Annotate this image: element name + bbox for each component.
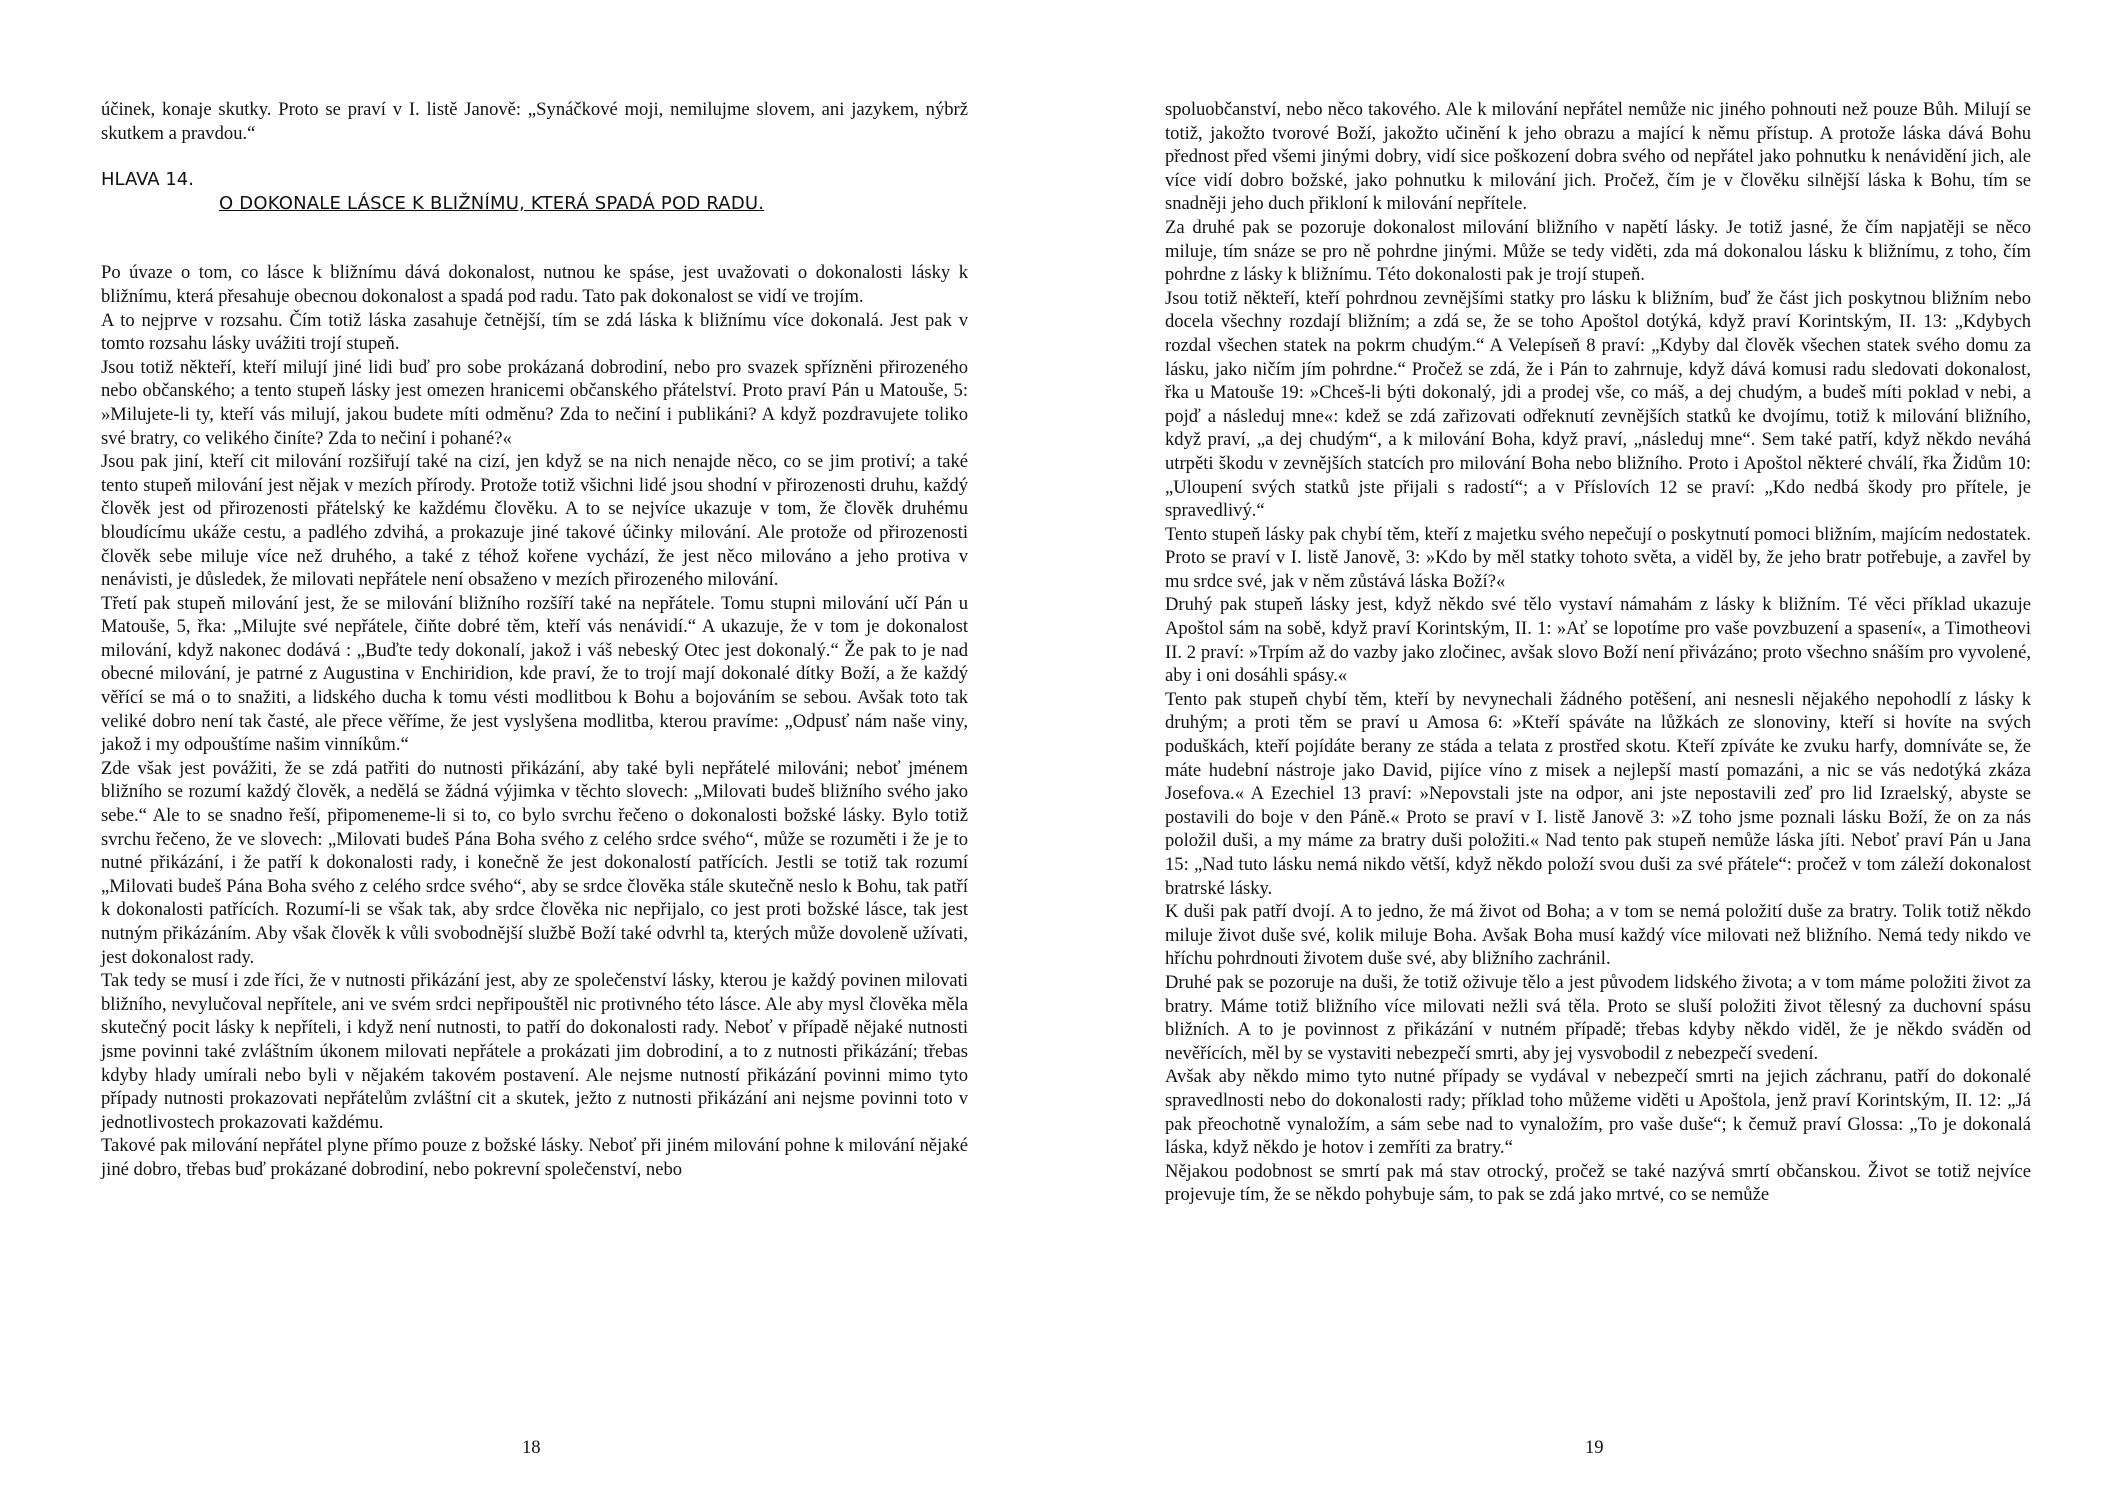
paragraph: Zde však jest povážiti, že se zdá patřiti do nutnosti přikázání, aby také byli nepřátelé milováni; neboť jménem bližního se rozumí každý člověk, a nedělá se žádná výjimka v těchto slovech: „Milovati budeš bližního svého jako sebe.“ Ale to se snadno řeší, připomeneme-li si to, co bylo svrchu řečeno o dokonalosti božské lásky. Bylo totiž svrchu řečeno, že ve slovech: „Milovati budeš Pána Boha svého z celého srdce svého“, může se rozuměti i že je to nutné přikázání, i že patří k dokonalosti rady, i konečně že jest dokonalostí patřících. Jestli se totiž tak rozumí „Milovati budeš Pána Boha svého z celého srdce svého“, aby se srdce člověka stále skutečně neslo k Bohu, tak patří k dokonalosti patřících. Rozumí-li se však tak, aby srdce člověka nic nepřijalo, co jest proti božské lásce, tak jest nutným přikázáním. Aby však člověk k vůli svobodnější službě Boží také odvrhl ta, kterých může dovoleně užívati, jest dokonalost rady. (101, 757, 968, 968)
right-page (1165, 98, 2031, 1207)
paragraph: Takové pak milování nepřátel plyne přímo pouze z božské lásky. Neboť při jiném milování pohne k milování nějaké jiné dobro, třebas buď prokázané dobrodiní, nebo pokrevní společenství, nebo (101, 1135, 968, 1180)
paragraph: Jsou totiž někteří, kteří pohrdnou zevnějšími statky pro lásku k bližním, buď že část jich poskytnou bližním nebo docela všechny rozdají bližním; a zdá se, že se toho Apoštol dotýká, když praví Korintským, II. 13: „Kdybych rozdal všechen statek na pokrm chudým.“ A Velepíseň 8 praví: „Kdyby dal člověk všechen statek svého domu za lásku, jako ničím jím pohrdne.“ Pročež se zdá, že i Pán to zahrnuje, když dává komusi radu sledovati dokonalost, řka u Matouše 19: »Chceš-li býti dokonalý, jdi a prodej vše, co máš, a dej chudým, a budeš míti poklad v nebi, a pojď a následuj mne«: kdež se zdá zařizovati odřeknutí zevnějších statků ke dvojímu, totiž k milování bližního, když praví, „a dej chudým“, a k milování Boha, když praví, „následuj mne“. Sem také patří, když někdo neváhá utrpěti škodu v zevnějších statcích pro milování Boha nebo bližního. Proto i Apoštol některé chválí, řka Židům 10: „Uloupení svých statků jste přijali s radostí“; a v Příslovích 12 se praví: „Kdo nedbá škody pro přítele, je spravedlivý.“ (1165, 287, 2031, 522)
chapter-title: O DOKONALE LÁSCE K BLIŽNÍMU, KTERÁ SPADÁ POD RADU. (219, 192, 765, 214)
paragraph: A to nejprve v rozsahu. Čím totiž láska zasahuje četnější, tím se zdá láska k bližnímu více dokonalá. Jest pak v tomto rozsahu lásky uvážiti trojí stupeň. (101, 309, 968, 355)
paragraph: Jsou totiž někteří, kteří milují jiné lidi buď pro sobe prokázaná dobrodiní, nebo pro svazek spřízněnі přirozeného nebo občanského; a tento stupeň lásky jest omezen hranicemi občanského přátelství. Proto praví Pán u Matouše, 5: »Milujete-li ty, kteří vás milují, jakou budete míti odměnu? Zda to nečiní i publikáni? A když pozdravujete toliko své bratry, co velikého činíte? Zda to nečiní i pohané?« (101, 356, 968, 449)
paragraph: Jsou pak jiní, kteří cit milování rozšiřují také na cizí, jen když se na nich nenajde něco, co se jim protiví; a také tento stupeň milování jest nějak v mezích přírody. Protože totiž všichni lidé jsou shodní v přirozenosti druhu, každý člověk jest od přirozenosti přátelský ke každému člověku. A to se nejvíce ukazuje v tom, že člověk druhému bloudícímu ukáže cestu, a padlého zdvihá, a prokazuje jiné takové účinky milování. Ale protože od přirozenosti člověk sebe miluje více než druhého, a také z téhož kořene vychází, že jest něco milováno a jeho protiva v nenávisti, je důsledek, že milovati nepřátele není obsaženo v mezích přirozeného milování. (101, 451, 968, 591)
paragraph: Avšak aby někdo mimo tyto nutné případy se vydával v nebezpečí smrti na jejich záchranu, patří do dokonalé spravedlnosti nebo do dokonalosti rady; příklad toho můžeme viděti u Apoštola, jenž praví Korintským, II. 12: „Já pak přeochotně vynaložím, a sám sebe nad to vynaložím, pro vaše duše“; k čemuž praví Glossa: „To je dokonalá láska, když někdo je hotov i zemříti za bratry.“ (1165, 1066, 2031, 1159)
paragraph: Nějakou podobnost se smrtí pak má stav otrocký, pročež se také nazývá smrtí občanskou. Život se totiž nejvíce projevuje tím, že se někdo pohybuje sám, to pak se zdá jako mrtvé, co se nemůže (1165, 1160, 2031, 1206)
paragraph: K duši pak patří dvojí. A to jedno, že má život od Boha; a v tom se nemá položití duše za bratry. Tolik totiž někdo miluje život duše své, kolik miluje Boha. Avšak Boha musí každý více milovati než bližního. Nemá tedy nikdo ve hříchu pohrdnouti životem duše své, aby bližního zachránil. (1165, 901, 2031, 970)
paragraph: Druhé pak se pozoruje na duši, že totiž oživuje tělo a jest původem lidského života; a v tom máme položiti život za bratry. Máme totiž bližního více milovati nežli svá těla. Proto se sluší položiti život tělesný za duchovní spásu bližních. A to je povinnost z přikázání v nutném případě; třebas kdyby někdo viděl, že je někdo sváděn od nevěřících, měl by se vystaviti nebezpečí smrti, aby jej vysvobodil z nebezpečí svedení. (1165, 971, 2031, 1064)
page-number-right: 19 (1585, 1437, 1604, 1458)
paragraph: Za druhé pak se pozoruje dokonalost milování bližního v napětí lásky. Je totiž jasné, že čím napjatěji se něco miluje, tím snáze se pro ně pohrdne jinými. Může se tedy viděti, zda má dokonalou lásku k bližnímu, z toho, čím pohrdne z lásky k bližnímu. Této dokonalosti pak je trojí stupeň. (1165, 216, 2031, 286)
paragraph: Tento stupeň lásky pak chybí těm, kteří z majetku svého nepečují o poskytnutí pomoci bližním, majícím nedostatek. Proto se praví v I. listě Janově, 3: »Kdo by měl statky tohoto světa, a viděl by, že jeho bratr potřebuje, a zavřel by mu srdce své, jak v něm zůstává láska Boží?« (1165, 523, 2031, 592)
page-number-left: 18 (522, 1437, 541, 1458)
spacer (101, 215, 968, 261)
paragraph: Tento pak stupeň chybí těm, kteří by nevynechali žádného potěšení, ani nesnesli nějakého nepohodlí z lásky k druhým; a proti těm se praví u Amosa 6: »Kteří spáváte na lůžkách ze slonoviny, kteří si hovíte na svých poduškách, kteří pojídáte berany ze stáda a telata z prostřed skotu. Kteří zpíváte ke zvuku harfy, domníváte se, že máte hudební nástroje jako David, pijíce víno z misek a nejlepší mastí pomazáni, a nic se vás nedotýká zkáza Josefova.« A Ezechiel 13 praví: »Nepovstali jste na odpor, ani jste nepostavili zeď pro lid Izraelský, abyste se postavili do boje v den Páně.« Proto se praví v I. listě Janově 3: »Z toho jsme poznali lásku Boží, že on za nás položil duši, a my máme za bratry duši položiti.« Nad tento pak stupeň nemůže láska jíti. Neboť praví Pán u Jana 15: „Nad tuto lásku nemá nikdo větší, když někdo položí svou duši za své přátele“: pročež v tom záleží dokonalost bratrské lásky. (1165, 688, 2031, 899)
left-page (101, 98, 968, 1182)
intro-paragraph: účinek, konaje skutky. Proto se praví v I. listě Janově: „Synáčkové moji, nemilujme slovem, ani jazykem, nýbrž skutkem a pravdou.“ (101, 99, 968, 144)
chapter-label: HLAVA 14. (101, 169, 194, 191)
paragraph: Druhý pak stupeň lásky jest, když někdo své tělo vystaví námahám z lásky k bližním. Té věci příklad ukazuje Apoštol sám na sobě, když praví Korintským, II. 1: »Ať se lopotíme pro vaše povzbuzení a spasení«, a Timotheovi II. 2 praví: »Trpím až do vazby jako zločinec, avšak slovo Boží není přivázáno; proto všechno snáším pro vyvolené, aby i oni dosáhli spásy.« (1165, 594, 2031, 687)
paragraph: spoluobčanství, nebo něco takového. Ale k milování nepřátel nemůže nic jiného pohnouti než pouze Bůh. Milují se totiž, jakožto tvorové Boží, jakožto učinění k jeho obrazu a mající k němu přístup. A protože láska dává Bohu přednost před všemi jinými dobry, vidí sice poškození dobra svého od nepřátel jako pohnutku k nenávidění jich, ale více vidí dobro božské, jako pohnutku k milování jich. Pročež, čím je v člověku silnější láska k Bohu, tím se snadněji jeho duch přikloní k milování nepřítele. (1165, 99, 2031, 215)
paragraph: Tak tedy se musí i zde říci, že v nutnosti přikázání jest, aby ze společenství lásky, kterou je každý povinen milovati bližního, nevylučoval nepřítele, ani ve svém srdci nepřipouštěl nic protivného této lásce. Ale aby mysl člověka měla skutečný pocit lásky k nepříteli, i když není nutnosti, to patří do dokonalosti rady. Neboť v případě nějaké nutnosti jsme povinni také zvláštním úkonem milovati nepřátele a prokázati jim dobrodiní, a to z nutnosti přikázání; třebas kdyby hlady umírali nebo byli v nějakém takovém postavení. Ale nejsme nutností přikázání povinni mimo tyto případy nutnosti prokazovati nepřátelům zvláštní cit a skutek, ježto z nutnosti přikázání ani nejsme povinni toto v jednotlivostech prokazovati každému. (101, 970, 968, 1133)
spacer (101, 145, 968, 168)
paragraph: Třetí pak stupeň milování jest, že se milování bližního rozšíří také na nepřátele. Tomu stupni milování učí Pán u Matouše, 5, řka: „Milujte své nepřátele, čiňte dobré těm, kteří vás nenávidí.“ A ukazuje, že v tom je dokonalost milování, když nakonec dodává : „Buďte tedy dokonalí, jakož i váš nebeský Otec jest dokonalý.“ Že pak to je nad obecné milování, je patrné z Augustina v Enchiridion, kde praví, že to trojí mají dokonalé dítky Boží, a že každý věřící se má o to snažiti, a lidského ducha k tomu vésti modlitbou k Bohu a bojováním se sebou. Avšak toto tak veliké dobro není tak časté, ale přece věříme, že jest vyslyšena modlitba, kterou pravíme: „Odpusť nám naše viny, jakož i my odpouštíme našim vinníkům.“ (101, 592, 968, 756)
paragraph: Po úvaze o tom, co lásce k bližnímu dává dokonalost, nutnou ke spáse, jest uvažovati o dokonalosti lásky k bližnímu, která přesahuje obecnou dokonalost a spadá pod radu. Tato pak dokonalost se vidí ve trojím. (101, 262, 968, 307)
